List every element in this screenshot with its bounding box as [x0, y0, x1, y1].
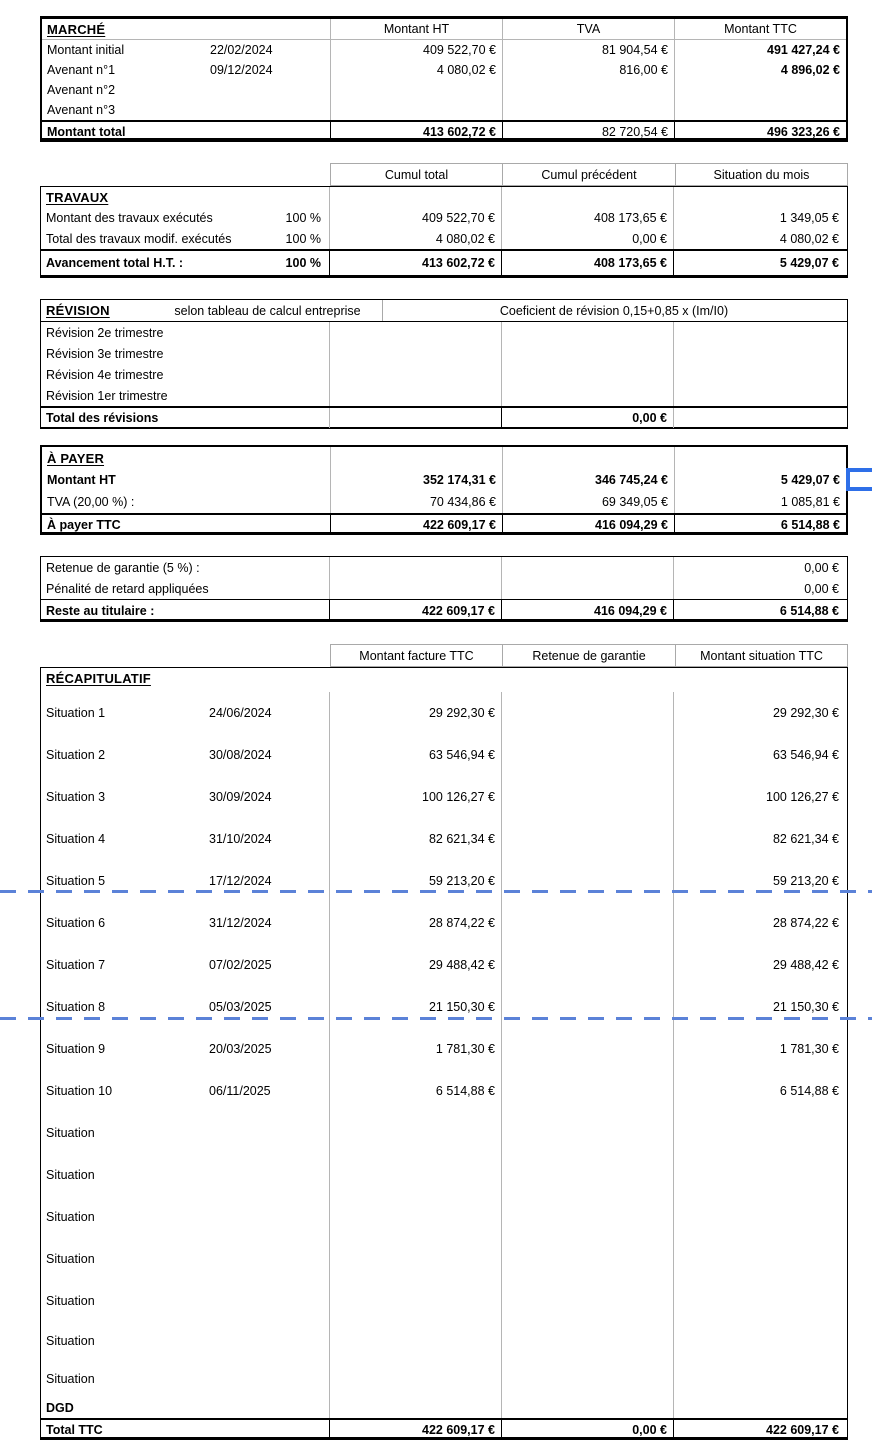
row-date-cell[interactable]	[210, 100, 330, 120]
value-cell[interactable]	[329, 385, 501, 406]
value-cell-mois[interactable]: 0,00 €	[673, 557, 845, 578]
value-cell-ht[interactable]	[330, 100, 502, 120]
value-cell[interactable]	[502, 447, 674, 469]
value-cell-retenue[interactable]	[501, 1070, 673, 1112]
travaux-header-situation-mois[interactable]: Situation du mois	[676, 163, 848, 186]
a-payer-table	[40, 445, 848, 535]
recap-table	[40, 667, 848, 1440]
row-date-cell[interactable]: 20/03/2025	[209, 1042, 272, 1056]
total-value-ht[interactable]: 413 602,72 €	[330, 122, 502, 141]
dgd-row	[41, 1398, 847, 1418]
row-label-cell[interactable]: Montant des travaux exécutés	[46, 210, 213, 225]
row-date-cell[interactable]	[210, 80, 330, 100]
value-cell-facture[interactable]: 29 292,30 €	[329, 692, 501, 734]
value-cell-ttc[interactable]	[674, 100, 846, 120]
revision-coef-cell[interactable]: Coeficient de révision 0,15+0,85 x (Im/I0)	[382, 300, 845, 321]
page-break-line	[0, 1017, 872, 1020]
situation-row	[41, 902, 847, 944]
recap-title: RÉCAPITULATIF	[46, 671, 151, 686]
value-cell-cumul[interactable]: 409 522,70 €	[329, 207, 501, 228]
value-cell[interactable]	[329, 578, 501, 599]
total-label-cell[interactable]: Avancement total H.T. :	[46, 256, 184, 270]
value-cell-retenue[interactable]	[501, 1322, 673, 1360]
marche-title: MARCHÉ	[47, 21, 106, 37]
value-cell-facture[interactable]: 82 621,34 €	[329, 818, 501, 860]
row-label-cell[interactable]: Révision 3e trimestre	[46, 346, 164, 361]
travaux-title: TRAVAUX	[46, 189, 109, 205]
value-cell[interactable]	[501, 343, 673, 364]
row-date-cell[interactable]	[209, 1112, 329, 1154]
value-cell[interactable]	[673, 1398, 845, 1418]
table-row	[41, 228, 847, 249]
value-cell-retenue[interactable]	[501, 776, 673, 818]
value-cell-facture[interactable]: 28 874,22 €	[329, 902, 501, 944]
total-value-cell[interactable]: 0,00 €	[501, 408, 673, 428]
total-value-precedent[interactable]: 416 094,29 €	[501, 600, 673, 621]
row-label-cell[interactable]: Situation	[46, 1252, 95, 1266]
row-label-cell[interactable]: Situation 2	[46, 748, 106, 762]
row-date-cell[interactable]: 05/03/2025	[209, 1000, 272, 1014]
situation-row	[41, 1070, 847, 1112]
value-cell-tva[interactable]	[502, 100, 674, 120]
table-row	[42, 40, 846, 60]
total-percent-cell[interactable]: 100 %	[285, 256, 321, 270]
value-cell-situation[interactable]: 28 874,22 €	[673, 902, 845, 944]
row-date-cell[interactable]: 31/12/2024	[209, 916, 272, 930]
table-row	[41, 207, 847, 228]
total-value-cumul[interactable]: 422 609,17 €	[329, 600, 501, 621]
value-cell-retenue[interactable]	[501, 1154, 673, 1196]
value-cell[interactable]	[673, 385, 845, 406]
table-row	[41, 322, 847, 343]
row-label-cell[interactable]: Avenant n°3	[47, 103, 116, 117]
value-cell-facture[interactable]: 29 488,42 €	[329, 944, 501, 986]
row-label-cell[interactable]: Situation 10	[46, 1084, 113, 1098]
value-cell-ht[interactable]: 4 080,02 €	[330, 60, 502, 80]
value-cell-mois[interactable]: 4 080,02 €	[673, 228, 845, 249]
table-row	[42, 491, 846, 513]
row-date-cell[interactable]: 24/06/2024	[209, 706, 272, 720]
marche-header-tva[interactable]: TVA	[502, 19, 674, 39]
travaux-total-row	[41, 249, 847, 275]
total-value-retenue[interactable]: 0,00 €	[501, 1420, 673, 1440]
row-label-cell[interactable]: Situation	[46, 1334, 95, 1348]
marche-table	[40, 16, 848, 142]
value-cell-facture[interactable]	[329, 1360, 501, 1398]
value-cell-retenue[interactable]	[501, 818, 673, 860]
row-label-cell[interactable]: Avenant n°2	[47, 83, 116, 97]
row-date-cell[interactable]	[209, 1196, 329, 1238]
total-value-cumul[interactable]: 413 602,72 €	[329, 251, 501, 275]
table-row	[41, 578, 847, 599]
value-cell-mois[interactable]: 1 349,05 €	[673, 207, 845, 228]
value-cell-situation[interactable]	[673, 1196, 845, 1238]
value-cell[interactable]	[501, 578, 673, 599]
selected-cell-indicator[interactable]	[846, 468, 872, 491]
value-cell-retenue[interactable]	[501, 860, 673, 902]
value-cell-precedent[interactable]: 346 745,24 €	[502, 469, 674, 491]
situation-row	[41, 986, 847, 1028]
row-label-cell[interactable]: Situation 1	[46, 706, 106, 720]
value-cell[interactable]	[329, 1398, 501, 1418]
total-value-situation[interactable]: 422 609,17 €	[673, 1420, 845, 1440]
row-label-cell[interactable]: TVA (20,00 %) :	[47, 495, 135, 509]
value-cell-tva[interactable]	[502, 80, 674, 100]
situation-row	[41, 1028, 847, 1070]
value-cell-situation[interactable]: 1 781,30 €	[673, 1028, 845, 1070]
total-value-mois[interactable]: 6 514,88 €	[674, 515, 846, 535]
row-label-cell[interactable]: Situation 4	[46, 832, 106, 846]
value-cell-retenue[interactable]	[501, 944, 673, 986]
row-label-cell[interactable]: Situation	[46, 1168, 95, 1182]
value-cell-facture[interactable]: 1 781,30 €	[329, 1028, 501, 1070]
value-cell-mois[interactable]: 5 429,07 €	[674, 469, 846, 491]
value-cell-situation[interactable]: 82 621,34 €	[673, 818, 845, 860]
value-cell-cumul[interactable]: 352 174,31 €	[330, 469, 502, 491]
value-cell-retenue[interactable]	[501, 1028, 673, 1070]
recap-header-retenue-garantie[interactable]: Retenue de garantie	[503, 644, 676, 667]
travaux-header-cumul-precedent[interactable]: Cumul précédent	[503, 163, 676, 186]
row-label-cell[interactable]: Retenue de garantie (5 %) :	[46, 560, 200, 575]
value-cell-facture[interactable]: 21 150,30 €	[329, 986, 501, 1028]
travaux-title-cell[interactable]	[41, 187, 329, 207]
row-date-cell[interactable]	[209, 1238, 329, 1280]
total-value-facture[interactable]: 422 609,17 €	[329, 1420, 501, 1440]
recap-header-row	[330, 644, 848, 667]
total-value-tva[interactable]: 82 720,54 €	[502, 122, 674, 141]
value-cell-ttc[interactable]	[674, 80, 846, 100]
revision-table	[40, 299, 848, 429]
revision-total-row	[41, 406, 847, 428]
value-cell-cumul[interactable]: 4 080,02 €	[329, 228, 501, 249]
row-date-cell[interactable]: 07/02/2025	[209, 958, 272, 972]
page-break-line	[0, 890, 872, 893]
value-cell-retenue[interactable]	[501, 902, 673, 944]
value-cell-retenue[interactable]	[501, 1112, 673, 1154]
row-label-cell[interactable]: Situation 3	[46, 790, 106, 804]
row-label-cell[interactable]: Avenant n°1	[47, 63, 116, 77]
value-cell[interactable]	[673, 408, 845, 428]
situation-row	[41, 1360, 847, 1398]
value-cell-cumul[interactable]: 70 434,86 €	[330, 491, 502, 513]
value-cell-situation[interactable]	[673, 1360, 845, 1398]
retenue-total-row	[41, 599, 847, 621]
row-date-cell[interactable]	[209, 1154, 329, 1196]
value-cell-situation[interactable]: 29 488,42 €	[673, 944, 845, 986]
value-cell-facture[interactable]: 100 126,27 €	[329, 776, 501, 818]
situation-row	[41, 818, 847, 860]
value-cell[interactable]	[329, 557, 501, 578]
situation-row	[41, 1322, 847, 1360]
value-cell-facture[interactable]	[329, 1154, 501, 1196]
row-date-cell[interactable]: 09/12/2024	[210, 63, 273, 77]
situation-row	[41, 860, 847, 902]
situation-row	[41, 734, 847, 776]
value-cell-situation[interactable]	[673, 1112, 845, 1154]
value-cell-situation[interactable]: 29 292,30 €	[673, 692, 845, 734]
table-row	[41, 364, 847, 385]
dgd-label-cell[interactable]: DGD	[46, 1401, 74, 1415]
total-label-cell[interactable]: Total des révisions	[46, 411, 159, 425]
row-label-cell[interactable]: Montant initial	[47, 43, 125, 57]
value-cell-situation[interactable]: 63 546,94 €	[673, 734, 845, 776]
row-date-cell[interactable]	[209, 1280, 329, 1322]
row-date-cell[interactable]: 06/11/2025	[209, 1084, 271, 1098]
revision-title-cell[interactable]	[41, 300, 153, 321]
total-label-cell[interactable]: Total TTC	[46, 1423, 103, 1437]
value-cell-situation[interactable]: 100 126,27 €	[673, 776, 845, 818]
total-value-ttc[interactable]: 496 323,26 €	[674, 122, 846, 141]
value-cell-facture[interactable]: 63 546,94 €	[329, 734, 501, 776]
value-cell[interactable]	[673, 343, 845, 364]
row-date-cell[interactable]	[209, 1322, 329, 1360]
a-payer-title: À PAYER	[47, 450, 105, 466]
table-row	[42, 469, 846, 491]
value-cell-facture[interactable]	[329, 1112, 501, 1154]
value-cell-situation[interactable]	[673, 1154, 845, 1196]
value-cell-retenue[interactable]	[501, 986, 673, 1028]
row-label-cell[interactable]: Révision 1er trimestre	[46, 388, 168, 403]
recap-title-cell[interactable]	[41, 668, 329, 686]
situation-row	[41, 1280, 847, 1322]
value-cell[interactable]	[673, 187, 845, 207]
table-row	[41, 343, 847, 364]
value-cell[interactable]	[673, 364, 845, 385]
table-row	[41, 385, 847, 406]
value-cell-retenue[interactable]	[501, 734, 673, 776]
value-cell-facture[interactable]: 6 514,88 €	[329, 1070, 501, 1112]
total-value-precedent[interactable]: 416 094,29 €	[502, 515, 674, 535]
value-cell-situation[interactable]: 21 150,30 €	[673, 986, 845, 1028]
value-cell-retenue[interactable]	[501, 692, 673, 734]
row-date-cell[interactable]: 30/08/2024	[209, 748, 272, 762]
value-cell-facture[interactable]: 59 213,20 €	[329, 860, 501, 902]
value-cell-retenue[interactable]	[501, 1360, 673, 1398]
situation-row	[41, 1238, 847, 1280]
table-row	[42, 60, 846, 80]
value-cell[interactable]	[501, 1398, 673, 1418]
value-cell-ttc[interactable]: 4 896,02 €	[674, 60, 846, 80]
row-label-cell[interactable]: Révision 4e trimestre	[46, 367, 164, 382]
value-cell[interactable]	[329, 364, 501, 385]
row-date-cell[interactable]	[209, 1360, 329, 1398]
total-value-cumul[interactable]: 422 609,17 €	[330, 515, 502, 535]
row-label-cell[interactable]: Montant HT	[47, 473, 116, 487]
value-cell[interactable]	[501, 187, 673, 207]
travaux-header-cumul-total[interactable]: Cumul total	[330, 163, 503, 186]
value-cell-situation[interactable]	[673, 1280, 845, 1322]
row-label-cell[interactable]: Situation 6	[46, 916, 106, 930]
marche-title-cell[interactable]	[42, 19, 330, 39]
value-cell-precedent[interactable]: 0,00 €	[501, 228, 673, 249]
total-value-mois[interactable]: 5 429,07 €	[673, 251, 845, 275]
a-payer-total-row	[42, 513, 846, 535]
value-cell[interactable]	[329, 322, 501, 343]
row-percent-cell[interactable]: 100 %	[285, 231, 321, 246]
situation-row	[41, 1112, 847, 1154]
value-cell[interactable]	[329, 343, 501, 364]
total-label-cell[interactable]: Reste au titulaire :	[46, 603, 155, 618]
row-date-cell[interactable]: 22/02/2024	[210, 43, 273, 57]
row-label-cell[interactable]: Révision 2e trimestre	[46, 325, 164, 340]
row-label-cell[interactable]: Total des travaux modif. exécutés	[46, 231, 232, 246]
value-cell-situation[interactable]: 6 514,88 €	[673, 1070, 845, 1112]
total-label-cell[interactable]: À payer TTC	[47, 518, 121, 532]
value-cell-situation[interactable]	[673, 1322, 845, 1360]
marche-header-montant-ttc[interactable]: Montant TTC	[674, 19, 846, 39]
marche-total-row	[42, 120, 846, 141]
value-cell-tva[interactable]: 816,00 €	[502, 60, 674, 80]
total-label-cell[interactable]: Montant total	[47, 124, 126, 139]
row-label-cell[interactable]: Situation 7	[46, 958, 106, 972]
value-cell[interactable]	[674, 447, 846, 469]
value-cell-retenue[interactable]	[501, 1196, 673, 1238]
value-cell-situation[interactable]: 59 213,20 €	[673, 860, 845, 902]
value-cell[interactable]	[329, 187, 501, 207]
situation-row	[41, 1196, 847, 1238]
row-label-cell[interactable]: Situation	[46, 1126, 95, 1140]
value-cell-retenue[interactable]	[501, 1238, 673, 1280]
value-cell-situation[interactable]	[673, 1238, 845, 1280]
value-cell-ht[interactable]	[330, 80, 502, 100]
row-date-cell[interactable]: 30/09/2024	[209, 790, 272, 804]
revision-subtitle-cell[interactable]: selon tableau de calcul entreprise	[174, 303, 361, 318]
row-label-cell[interactable]: Situation	[46, 1294, 95, 1308]
value-cell[interactable]	[501, 557, 673, 578]
value-cell-tva[interactable]: 81 904,54 €	[502, 40, 674, 60]
row-label-cell[interactable]: Situation 9	[46, 1042, 106, 1056]
situation-row	[41, 776, 847, 818]
recap-header-montant-facture[interactable]: Montant facture TTC	[330, 644, 503, 667]
total-value-precedent[interactable]: 408 173,65 €	[501, 251, 673, 275]
revision-title: RÉVISION	[46, 303, 110, 318]
row-label-cell[interactable]: Situation	[46, 1210, 95, 1224]
marche-header-montant-ht[interactable]: Montant HT	[330, 19, 502, 39]
value-cell-facture[interactable]	[329, 1238, 501, 1280]
recap-total-row	[41, 1418, 847, 1440]
value-cell-ttc[interactable]: 491 427,24 €	[674, 40, 846, 60]
table-row	[42, 80, 846, 100]
a-payer-title-cell[interactable]	[42, 447, 330, 469]
row-percent-cell[interactable]: 100 %	[285, 210, 321, 225]
value-cell-retenue[interactable]	[501, 1280, 673, 1322]
row-date-cell[interactable]: 31/10/2024	[209, 832, 272, 846]
situation-row	[41, 692, 847, 734]
travaux-header-row	[330, 163, 848, 186]
value-cell[interactable]	[673, 322, 845, 343]
row-label-cell[interactable]: Pénalité de retard appliquées	[46, 581, 209, 596]
value-cell[interactable]	[330, 447, 502, 469]
travaux-table	[40, 186, 848, 278]
total-value-mois[interactable]: 6 514,88 €	[673, 600, 845, 621]
value-cell-ht[interactable]: 409 522,70 €	[330, 40, 502, 60]
row-label-cell[interactable]: Situation	[46, 1372, 95, 1386]
table-row	[41, 557, 847, 578]
value-cell[interactable]	[501, 322, 673, 343]
value-cell-precedent[interactable]: 69 349,05 €	[502, 491, 674, 513]
value-cell[interactable]	[501, 364, 673, 385]
value-cell-facture[interactable]	[329, 1196, 501, 1238]
situation-row	[41, 944, 847, 986]
row-label-cell[interactable]: Situation 5	[46, 874, 106, 888]
value-cell-mois[interactable]: 1 085,81 €	[674, 491, 846, 513]
value-cell-facture[interactable]	[329, 1322, 501, 1360]
value-cell[interactable]	[329, 408, 501, 428]
value-cell-precedent[interactable]: 408 173,65 €	[501, 207, 673, 228]
situation-row	[41, 1154, 847, 1196]
row-label-cell[interactable]: Situation 8	[46, 1000, 106, 1014]
recap-header-montant-situation[interactable]: Montant situation TTC	[676, 644, 848, 667]
row-date-cell[interactable]: 17/12/2024	[209, 874, 272, 888]
table-row	[42, 100, 846, 120]
value-cell[interactable]	[501, 385, 673, 406]
value-cell-mois[interactable]: 0,00 €	[673, 578, 845, 599]
retenue-table	[40, 556, 848, 622]
value-cell-facture[interactable]	[329, 1280, 501, 1322]
